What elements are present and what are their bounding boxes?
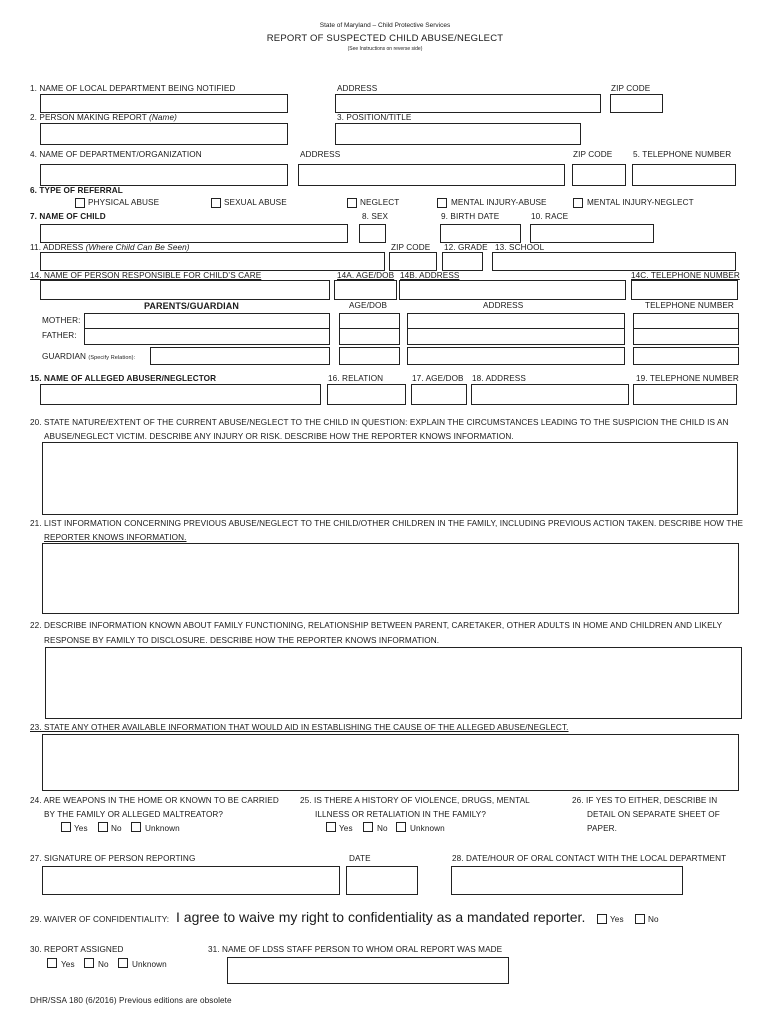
q25-line1: 25. IS THERE A HISTORY OF VIOLENCE, DRUGS, MENTAL — [300, 796, 530, 805]
caregiver-address-field[interactable] — [399, 280, 626, 300]
q22-line1: 22. DESCRIBE INFORMATION KNOWN ABOUT FAMILY FUNCTIONING, RELATIONSHIP BETWEEN PARENT, CARETAKER, OTHER ADULTS IN HOME AND CHILDREN AND LIKELY — [30, 621, 723, 630]
q27-date-label: DATE — [349, 854, 371, 863]
q28-label: 28. DATE/HOUR OF ORAL CONTACT WITH THE LOCAL DEPARTMENT — [452, 854, 727, 863]
q30-label: 30. REPORT ASSIGNED — [30, 945, 124, 954]
assigned-yes-label: Yes — [61, 960, 75, 969]
q4-zip-label: ZIP CODE — [573, 150, 613, 159]
q23-line1: 23. STATE ANY OTHER AVAILABLE INFORMATION THAT WOULD AID IN ESTABLISHING THE CAUSE OF THE ALLEGED ABUSE/NEGLECT. — [30, 723, 569, 732]
sexual-abuse-label: SEXUAL ABUSE — [224, 198, 287, 207]
abuser-relation-field[interactable] — [327, 384, 406, 405]
ldss-staff-field[interactable] — [227, 957, 509, 984]
child-race-field[interactable] — [530, 224, 654, 243]
instructions-note: (See Instructions on reverse side) — [347, 46, 423, 52]
q3-label: 3. POSITION/TITLE — [337, 113, 412, 122]
child-zip-field[interactable] — [389, 252, 437, 271]
q26-line2: DETAIL ON SEPARATE SHEET OF — [587, 810, 720, 819]
waiver-no-checkbox[interactable] — [635, 914, 645, 924]
child-grade-field[interactable] — [442, 252, 483, 271]
local-department-zip-field[interactable] — [610, 94, 663, 113]
q1-label: 1. NAME OF LOCAL DEPARTMENT BEING NOTIFIED — [30, 84, 236, 93]
q26-line3: PAPER. — [587, 824, 618, 833]
q1-address-label: ADDRESS — [337, 84, 378, 93]
q26-line1: 26. IF YES TO EITHER, DESCRIBE IN — [572, 796, 718, 805]
q20-line2: ABUSE/NEGLECT VICTIM. DESCRIBE ANY INJURY OR RISK. DESCRIBE HOW THE REPORTER KNOWS INFORMATION. — [44, 432, 514, 441]
q18-label: 18. ADDRESS — [472, 374, 526, 383]
q24-yes-label: Yes — [74, 824, 88, 833]
agency-header: State of Maryland – Child Protective Services — [319, 22, 451, 29]
child-name-field[interactable] — [40, 224, 348, 243]
mental-injury-abuse-label: MENTAL INJURY-ABUSE — [451, 198, 547, 207]
sexual-abuse-checkbox[interactable] — [211, 198, 221, 208]
assigned-no-checkbox[interactable] — [84, 958, 94, 968]
guardian-age-field[interactable] — [339, 347, 400, 365]
q14b-label: 14B. ADDRESS — [400, 271, 460, 280]
child-sex-field[interactable] — [359, 224, 386, 243]
q5-label: 5. TELEPHONE NUMBER — [633, 150, 732, 159]
q24-no-label: No — [111, 824, 122, 833]
assigned-unknown-checkbox[interactable] — [118, 958, 128, 968]
signature-field[interactable] — [42, 866, 340, 895]
q24-unknown-checkbox[interactable] — [131, 822, 141, 832]
q21-line1: 21. LIST INFORMATION CONCERNING PREVIOUS ABUSE/NEGLECT TO THE CHILD/OTHER CHILDREN IN THE FAMILY, INCLUDING PREVIOUS ACTION TAKEN. DESCRIBE HOW THE — [30, 519, 744, 528]
q20-description-field[interactable] — [42, 442, 738, 515]
q23-description-field[interactable] — [42, 734, 739, 791]
parents-phone-heading: TELEPHONE NUMBER — [645, 301, 734, 310]
parents-age-heading: AGE/DOB — [349, 301, 388, 310]
caregiver-age-field[interactable] — [334, 280, 397, 300]
abuser-address-field[interactable] — [471, 384, 629, 405]
mother-label: MOTHER: — [42, 316, 81, 325]
physical-abuse-label: PHYSICAL ABUSE — [88, 198, 160, 207]
q14a-label: 14A. AGE/DOB — [337, 271, 395, 280]
father-address-field[interactable] — [407, 328, 625, 345]
q24-unknown-label: Unknown — [145, 824, 180, 833]
q1-zip-label: ZIP CODE — [611, 84, 651, 93]
mental-injury-neglect-label: MENTAL INJURY-NEGLECT — [587, 198, 694, 207]
abuser-name-field[interactable] — [40, 384, 321, 405]
assigned-yes-checkbox[interactable] — [47, 958, 57, 968]
caregiver-phone-field[interactable] — [631, 280, 738, 300]
father-age-field[interactable] — [339, 328, 400, 345]
waiver-yes-checkbox[interactable] — [597, 914, 607, 924]
neglect-checkbox[interactable] — [347, 198, 357, 208]
child-address-field[interactable] — [40, 252, 385, 271]
father-phone-field[interactable] — [633, 328, 739, 345]
waiver-yes-label: Yes — [610, 915, 624, 924]
waiver-statement: I agree to waive my right to confidentiality as a mandated reporter. — [176, 909, 586, 925]
q25-yes-checkbox[interactable] — [326, 822, 336, 832]
q22-line2: RESPONSE BY FAMILY TO DISCLOSURE. DESCRIBE HOW THE REPORTER KNOWS INFORMATION. — [44, 636, 440, 645]
q11-label: 11. ADDRESS (Where Child Can Be Seen) — [30, 243, 190, 252]
mental-injury-abuse-checkbox[interactable] — [437, 198, 447, 208]
q11-zip-label: ZIP CODE — [391, 243, 431, 252]
father-name-field[interactable] — [84, 328, 330, 345]
organization-phone-field[interactable] — [632, 164, 736, 186]
q22-description-field[interactable] — [45, 647, 742, 719]
reporter-name-field[interactable] — [40, 123, 288, 145]
guardian-label: GUARDIAN (Specify Relation): — [42, 352, 136, 361]
q21-description-field[interactable] — [42, 543, 739, 614]
organization-address-field[interactable] — [298, 164, 565, 186]
assigned-unknown-label: Unknown — [132, 960, 167, 969]
guardian-phone-field[interactable] — [633, 347, 739, 365]
neglect-label: NEGLECT — [360, 198, 400, 207]
q25-no-label: No — [377, 824, 388, 833]
organization-name-field[interactable] — [40, 164, 288, 186]
q14-label: 14. NAME OF PERSON RESPONSIBLE FOR CHILD’S CARE — [30, 271, 262, 280]
parents-address-heading: ADDRESS — [483, 301, 524, 310]
child-birthdate-field[interactable] — [440, 224, 521, 243]
abuser-phone-field[interactable] — [633, 384, 737, 405]
q6-label: 6. TYPE OF REFERRAL — [30, 186, 123, 195]
father-label: FATHER: — [42, 331, 77, 340]
signature-date-field[interactable] — [346, 866, 418, 895]
reporter-position-field[interactable] — [335, 123, 581, 145]
abuser-age-field[interactable] — [411, 384, 467, 405]
q27-label: 27. SIGNATURE OF PERSON REPORTING — [30, 854, 196, 863]
q24-no-checkbox[interactable] — [98, 822, 108, 832]
oral-contact-field[interactable] — [451, 866, 683, 895]
q17-label: 17. AGE/DOB — [412, 374, 464, 383]
q25-line2: ILLNESS OR RETALIATION IN THE FAMILY? — [315, 810, 486, 819]
q25-yes-label: Yes — [339, 824, 353, 833]
q9-label: 9. BIRTH DATE — [441, 212, 500, 221]
waiver-no-label: No — [648, 915, 659, 924]
q24-line2: BY THE FAMILY OR ALLEGED MALTREATOR? — [44, 810, 224, 819]
q4-label: 4. NAME OF DEPARTMENT/ORGANIZATION — [30, 150, 202, 159]
q8-label: 8. SEX — [362, 212, 389, 221]
form-footer: DHR/SSA 180 (6/2016) Previous editions are obsolete — [30, 996, 232, 1005]
local-department-field[interactable] — [40, 94, 288, 113]
parents-heading: PARENTS/GUARDIAN — [144, 301, 239, 311]
guardian-name-field[interactable] — [150, 347, 330, 365]
q25-unknown-label: Unknown — [410, 824, 445, 833]
mental-injury-neglect-checkbox[interactable] — [573, 198, 583, 208]
guardian-address-field[interactable] — [407, 347, 625, 365]
q21-line2: REPORTER KNOWS INFORMATION. — [44, 533, 187, 542]
assigned-no-label: No — [98, 960, 109, 969]
q31-label: 31. NAME OF LDSS STAFF PERSON TO WHOM ORAL REPORT WAS MADE — [208, 945, 503, 954]
q13-label: 13. SCHOOL — [495, 243, 545, 252]
q4-address-label: ADDRESS — [300, 150, 341, 159]
q24-yes-checkbox[interactable] — [61, 822, 71, 832]
q2-label: 2. PERSON MAKING REPORT (Name) — [30, 113, 177, 122]
q29-label: 29. WAIVER OF CONFIDENTIALITY: — [30, 915, 170, 924]
physical-abuse-checkbox[interactable] — [75, 198, 85, 208]
q24-line1: 24. ARE WEAPONS IN THE HOME OR KNOWN TO BE CARRIED — [30, 796, 279, 805]
q12-label: 12. GRADE — [444, 243, 488, 252]
q25-no-checkbox[interactable] — [363, 822, 373, 832]
q20-line1: 20. STATE NATURE/EXTENT OF THE CURRENT ABUSE/NEGLECT TO THE CHILD IN QUESTION: EXPLAIN THE CIRCUMSTANCES LEADING TO THE SUSPICION THE CHILD IS AN — [30, 418, 729, 427]
caregiver-name-field[interactable] — [40, 280, 330, 300]
q25-unknown-checkbox[interactable] — [396, 822, 406, 832]
q10-label: 10. RACE — [531, 212, 569, 221]
q15-label: 15. NAME OF ALLEGED ABUSER/NEGLECTOR — [30, 374, 217, 383]
q19-label: 19. TELEPHONE NUMBER — [636, 374, 739, 383]
form-title: REPORT OF SUSPECTED CHILD ABUSE/NEGLECT — [266, 33, 504, 44]
organization-zip-field[interactable] — [572, 164, 626, 186]
child-school-field[interactable] — [492, 252, 736, 271]
q16-label: 16. RELATION — [328, 374, 384, 383]
q14c-label: 14C. TELEPHONE NUMBER — [631, 271, 740, 280]
q7-label: 7. NAME OF CHILD — [30, 212, 106, 221]
local-department-address-field[interactable] — [335, 94, 601, 113]
